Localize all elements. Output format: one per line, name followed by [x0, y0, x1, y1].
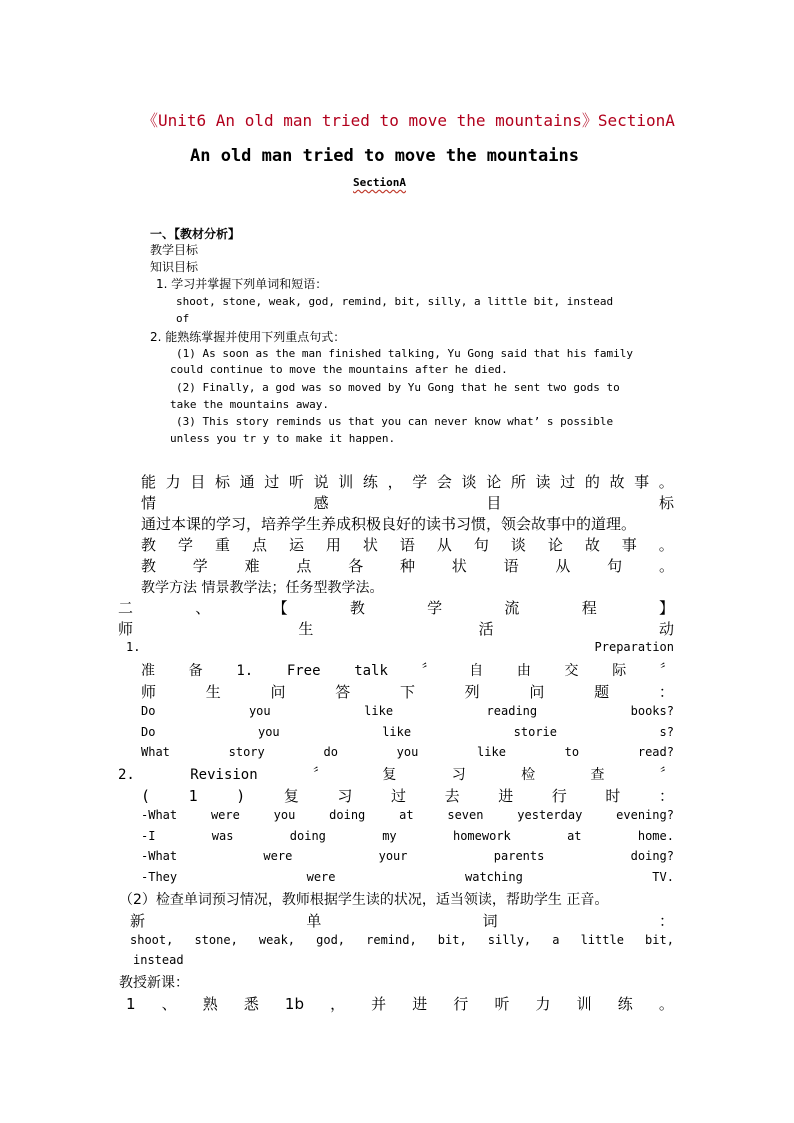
text-token: 答: [335, 683, 351, 701]
text-token: 各: [348, 557, 364, 575]
text-token: 单: [306, 912, 322, 930]
text-token: 力: [535, 995, 551, 1013]
text-token: shoot,: [130, 933, 174, 947]
item-1-text: 1. 学习并掌握下列单词和短语：: [156, 277, 328, 291]
text-token: story: [228, 745, 265, 759]
text-token: -What: [141, 808, 178, 822]
text-token: 点: [296, 557, 312, 575]
text-token: 训: [338, 473, 354, 491]
text-token: 句: [473, 536, 489, 554]
text-token: 程: [581, 599, 597, 617]
text-token: 听: [494, 995, 510, 1013]
text-token: 【: [272, 599, 288, 617]
text-token: 1.: [236, 663, 254, 679]
text-token: remind,: [366, 933, 417, 947]
past-continuous-line: [141, 785, 674, 806]
text-token: at: [567, 829, 582, 843]
text-token: 备: [188, 663, 203, 679]
text-token: 通: [239, 473, 255, 491]
text-token: silly,: [487, 933, 532, 947]
text-token: 学: [192, 557, 208, 575]
teaching-method: 教学方法 情景教学法；任务型教学法。: [141, 580, 384, 596]
text-token: 感: [313, 494, 329, 512]
text-token: 习: [451, 767, 466, 783]
text-token: -They: [141, 870, 178, 884]
text-token: talk: [354, 663, 388, 679]
text-token: like: [364, 704, 394, 718]
emotion-goal-line: [141, 492, 674, 513]
text-token: 进: [412, 995, 428, 1013]
question-2: [141, 725, 674, 739]
text-token: 动: [658, 620, 674, 638]
word-check-text: （2）检查单词预习情况，教师根据学生读的状况，适当领读，帮助学生 正音。: [119, 892, 609, 908]
text-token: 悉: [243, 995, 259, 1013]
text-token: 事: [634, 473, 650, 491]
item-2-text: 2. 能熟练掌握并使用下列重点句式：: [150, 330, 346, 344]
text-token: you: [396, 745, 419, 759]
text-token: 教: [141, 557, 157, 575]
text-token: storie: [513, 725, 557, 739]
new-words-list: [130, 933, 674, 947]
text-token: 故: [584, 536, 600, 554]
sentence-3a: (3) This story reminds us that you can never know what’ s possible: [176, 415, 614, 428]
revision-line: [118, 764, 674, 784]
text-token: 说: [313, 473, 329, 491]
text-token: were: [306, 870, 336, 884]
text-token: seven: [447, 808, 484, 822]
text-token: 1b: [284, 995, 304, 1013]
text-token: 际: [612, 663, 627, 679]
text-token: 语: [399, 536, 415, 554]
text-token: 论: [547, 536, 563, 554]
emotion-goal-text: 通过本课的学习，培养学生养成积极良好的读书习惯，领会故事中的道理。: [141, 515, 637, 533]
text-token: 1.: [126, 640, 141, 654]
text-token: 从: [436, 536, 452, 554]
text-token: 学: [412, 473, 428, 491]
text-token: 下: [399, 683, 415, 701]
text-token: a: [552, 933, 560, 947]
preparation-line: [126, 640, 674, 654]
text-token: 去: [444, 787, 460, 805]
text-token: What: [141, 745, 170, 759]
text-token: ): [236, 787, 246, 805]
text-token: 。: [658, 995, 674, 1013]
text-token: 问: [270, 683, 286, 701]
text-token: 重: [214, 536, 230, 554]
text-token: 训: [576, 995, 592, 1013]
text-token: 师: [141, 683, 157, 701]
text-token: 所: [510, 473, 526, 491]
dialog-line-4: [141, 870, 674, 884]
text-token: 事: [621, 536, 637, 554]
text-token: 从: [555, 557, 571, 575]
text-token: your: [378, 849, 408, 863]
text-token: 自: [469, 663, 484, 679]
text-token: 熟: [202, 995, 218, 1013]
text-token: you: [273, 808, 296, 822]
text-token: 目: [486, 494, 502, 512]
dialog-line-2: [141, 829, 674, 843]
question-3: [141, 745, 674, 759]
text-token: little: [580, 933, 624, 947]
teaching-goals-label: 教学目标: [150, 243, 199, 257]
text-token: like: [382, 725, 412, 739]
text-token: ，: [330, 995, 346, 1013]
text-token: stone,: [194, 933, 238, 947]
text-token: 1: [188, 787, 198, 805]
text-token: Do: [141, 725, 156, 739]
text-token: 流: [504, 599, 520, 617]
vocab-line-2: of: [176, 312, 190, 325]
text-token: doing: [329, 808, 366, 822]
text-token: TV.: [652, 870, 674, 884]
analysis-heading: 一、【教材分析】: [150, 227, 241, 241]
text-token: 】: [658, 599, 674, 617]
dialog-line-3: [141, 849, 674, 863]
main-title: An old man tried to move the mountains: [190, 146, 579, 166]
text-token: do: [323, 745, 338, 759]
document-title: 《Unit6 An old man tried to move the mountains》SectionA: [142, 111, 675, 130]
text-token: ：: [658, 787, 674, 805]
text-token: 生: [205, 683, 221, 701]
new-lesson-label: 教授新课：: [119, 975, 189, 991]
text-token: ：: [658, 912, 674, 930]
text-token: weak,: [258, 933, 296, 947]
text-token: 听: [288, 473, 304, 491]
text-token: bit,: [645, 933, 674, 947]
text-token: 练: [362, 473, 378, 491]
text-token: 、: [161, 995, 177, 1013]
text-token: 习: [337, 787, 353, 805]
text-token: 时: [605, 787, 621, 805]
text-token: 查: [590, 767, 605, 783]
text-token: Preparation: [594, 640, 674, 654]
activity-heading: [118, 618, 674, 639]
text-token: 活: [478, 620, 494, 638]
free-talk-line: [141, 660, 674, 680]
text-token: 。: [658, 557, 674, 575]
text-token: 谈: [461, 473, 477, 491]
qa-line: [141, 681, 674, 702]
text-token: 情: [141, 494, 157, 512]
text-token: 新: [130, 912, 146, 930]
text-token: 检: [521, 767, 536, 783]
text-token: 师: [118, 620, 134, 638]
text-token: doing: [289, 829, 326, 843]
text-token: god,: [316, 933, 346, 947]
text-token: 练: [617, 995, 633, 1013]
text-token: 的: [584, 473, 600, 491]
text-token: 能: [141, 473, 157, 491]
text-token: 故: [609, 473, 625, 491]
sentence-1b: could continue to move the mountains after he died.: [170, 363, 508, 376]
text-token: home.: [637, 829, 674, 843]
text-token: 学: [177, 536, 193, 554]
text-token: 用: [325, 536, 341, 554]
text-token: 〞: [659, 767, 674, 783]
difficulty-line: [141, 555, 674, 576]
text-token: 过: [560, 473, 576, 491]
text-token: 状: [451, 557, 467, 575]
text-token: 句: [607, 557, 623, 575]
text-token: 教: [141, 536, 157, 554]
text-token: 并: [371, 995, 387, 1013]
text-token: like: [477, 745, 506, 759]
text-token: Revision: [190, 767, 258, 783]
knowledge-goals-label: 知识目标: [150, 260, 199, 274]
text-token: 交: [564, 663, 579, 679]
text-token: Do: [141, 704, 156, 718]
text-token: to: [564, 745, 580, 759]
text-token: 点: [251, 536, 267, 554]
text-token: Free: [286, 663, 321, 679]
text-token: 列: [464, 683, 480, 701]
text-token: 1: [126, 995, 136, 1013]
key-points-line: [141, 534, 674, 555]
sentence-3b: unless you tr y to make it happen.: [170, 432, 396, 445]
text-token: 二: [118, 599, 134, 617]
text-token: 会: [436, 473, 452, 491]
text-token: were: [263, 849, 293, 863]
text-token: 语: [503, 557, 519, 575]
text-token: watching: [465, 870, 523, 884]
text-token: 难: [244, 557, 260, 575]
text-token: you: [248, 704, 271, 718]
text-token: were: [210, 808, 240, 822]
text-token: -What: [141, 849, 178, 863]
text-token: 运: [288, 536, 304, 554]
sentence-2a: (2) Finally, a god was so moved by Yu Gong that he sent two gods to: [176, 381, 620, 394]
sentence-2b: take the mountains away.: [170, 398, 329, 411]
text-token: 行: [551, 787, 567, 805]
text-token: 〞: [313, 767, 328, 783]
text-token: 题: [594, 683, 610, 701]
text-token: 〞: [421, 663, 436, 679]
text-token: parents: [493, 849, 545, 863]
text-token: -I: [141, 829, 156, 843]
text-token: 复: [283, 787, 299, 805]
text-token: 读: [535, 473, 551, 491]
text-token: s?: [659, 725, 674, 739]
text-token: 进: [498, 787, 514, 805]
question-1: [141, 704, 674, 718]
text-token: reading: [486, 704, 538, 718]
text-token: 学: [427, 599, 443, 617]
text-token: 过: [264, 473, 280, 491]
text-token: 。: [658, 536, 674, 554]
vocab-line-1: shoot, stone, weak, god, remind, bit, silly, a little bit, instead: [176, 295, 614, 308]
text-token: yesterday: [517, 808, 583, 822]
sentence-1a: (1) As soon as the man finished talking, Yu Gong said that his family: [176, 347, 633, 360]
text-token: 力: [165, 473, 181, 491]
text-token: ：: [658, 683, 674, 701]
text-token: 标: [214, 473, 230, 491]
text-token: was: [211, 829, 234, 843]
text-token: 词: [482, 912, 498, 930]
text-token: you: [257, 725, 280, 739]
text-token: ，: [387, 473, 403, 491]
text-token: 教: [349, 599, 365, 617]
text-token: 行: [453, 995, 469, 1013]
listening-line: [126, 993, 674, 1014]
text-token: 2.: [118, 767, 135, 783]
text-token: 目: [190, 473, 206, 491]
text-token: 问: [529, 683, 545, 701]
text-token: 由: [516, 663, 531, 679]
text-token: books?: [630, 704, 674, 718]
text-token: 。: [658, 473, 674, 491]
text-token: doing?: [630, 849, 674, 863]
section-label: SectionA: [353, 176, 406, 189]
text-token: (: [141, 787, 151, 805]
text-token: 、: [195, 599, 211, 617]
new-words-label: [130, 910, 674, 931]
text-token: 种: [399, 557, 415, 575]
text-token: 论: [486, 473, 502, 491]
text-token: 〞: [659, 663, 674, 679]
text-token: at: [399, 808, 414, 822]
process-heading: [118, 597, 674, 618]
text-token: 过: [391, 787, 407, 805]
text-token: read?: [637, 745, 674, 759]
text-token: 谈: [510, 536, 526, 554]
text-token: bit,: [437, 933, 467, 947]
text-token: 复: [382, 767, 397, 783]
text-token: 标: [658, 494, 674, 512]
text-token: 状: [362, 536, 378, 554]
ability-goal-line: [141, 471, 674, 492]
text-token: my: [382, 829, 397, 843]
new-words-instead: instead: [133, 953, 184, 967]
text-token: 生: [298, 620, 314, 638]
text-token: 准: [141, 663, 155, 679]
text-token: homework: [452, 829, 511, 843]
text-token: evening?: [616, 808, 674, 822]
dialog-line-1: [141, 808, 674, 822]
